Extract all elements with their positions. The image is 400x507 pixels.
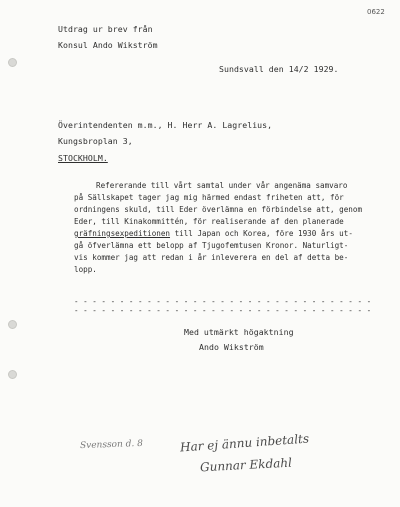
- handwritten-signature: Gunnar Ekdahl: [199, 455, 293, 475]
- place-date: Sundsvall den 14/2 1929.: [219, 64, 339, 74]
- body-line: lopp.: [74, 265, 97, 274]
- body-line: [74, 228, 353, 240]
- punch-hole: [8, 58, 17, 67]
- closing-signature: Ando Wikström: [199, 342, 264, 352]
- body-line: ordningens skuld, till Eder överlämna en förbindelse att, genom: [74, 205, 363, 214]
- body-line-rest: till Japan och Korea, före 1930 års ut-: [170, 229, 353, 238]
- underlined-expedition: gräfningsexpeditionen: [74, 229, 171, 238]
- handwritten-note-right: Har ej ännu inbetalts: [179, 431, 310, 455]
- punch-hole: [8, 320, 17, 329]
- body-line: Refererande till vårt samtal under vår angenäma samvaro: [96, 181, 348, 190]
- punch-hole: [8, 370, 17, 379]
- recipient-line-1: Överintendenten m.m., H. Herr A. Lagrelius,: [58, 120, 273, 130]
- closing-line-1: Med utmärkt högaktning: [184, 327, 294, 337]
- dash-separator: - - - - - - - - - - - - - - - - - - - - - - - - - - - - - - - - -: [74, 297, 372, 306]
- recipient-city: STOCKHOLM.: [58, 153, 108, 163]
- header-line-2: Konsul Ando Wikström: [58, 40, 158, 50]
- body-line: vis kommer jag att redan i år inleverera en del af detta be-: [74, 253, 349, 262]
- archive-number: 0622: [367, 8, 385, 16]
- body-line: Eder, till Kinakommittén, för realiserande af den planerade: [74, 217, 344, 226]
- body-line: gå öfverlämna ett belopp af Tjugofemtusen Kronor. Naturligt-: [74, 241, 349, 250]
- body-line: på Sällskapet tager jag mig härmed endast friheten att, för: [74, 193, 344, 202]
- recipient-line-2: Kungsbroplan 3,: [58, 136, 133, 146]
- dash-separator: - - - - - - - - - - - - - - - - - - - - - - - - - - - - - - - - -: [74, 306, 372, 315]
- handwritten-note-left: Svensson d. 8: [79, 438, 144, 452]
- header-line-1: Utdrag ur brev från: [58, 24, 153, 34]
